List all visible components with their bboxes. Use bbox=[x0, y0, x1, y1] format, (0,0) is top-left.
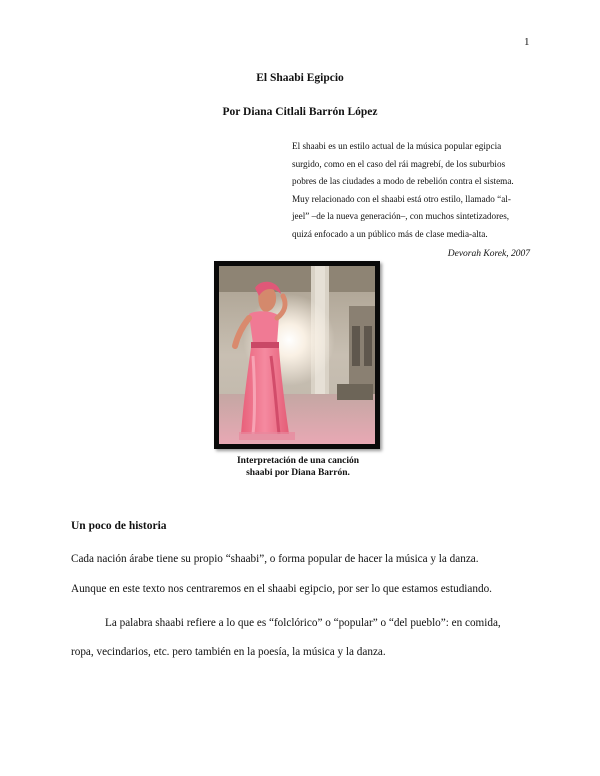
epigraph-line: jeel” –de la nueva generación–, con muchos sintetizadores, bbox=[292, 211, 510, 221]
epigraph-line: pobres de las ciudades a modo de rebelión contra el sistema. bbox=[292, 176, 514, 186]
body-paragraph: Aunque en este texto nos centraremos en el shaabi egipcio, por ser lo que estamos estudiando. bbox=[71, 583, 492, 595]
epigraph-line: quizá enfocado a un público más de clase media-alta. bbox=[292, 228, 488, 239]
epigraph-line: El shaabi es un estilo actual de la música popular egipcia bbox=[292, 141, 502, 151]
page-number: 1 bbox=[524, 36, 530, 48]
epigraph-line: Muy relacionado con el shaabi está otro estilo, llamado “al- bbox=[292, 193, 511, 204]
body-paragraph: La palabra shaabi refiere a lo que es “folclórico” o “popular” o “del pueblo”: en comida, bbox=[105, 617, 501, 629]
figure-caption bbox=[200, 455, 396, 479]
body-paragraph: Cada nación árabe tiene su propio “shaabi”, o forma popular de hacer la música y la danza. bbox=[71, 553, 479, 565]
epigraph-line: surgido, como en el caso del rái magrebí, de los suburbios bbox=[292, 158, 506, 169]
caption-line: Interpretación de una canción bbox=[236, 456, 359, 466]
epigraph-attribution: Devorah Korek, 2007 bbox=[447, 249, 530, 259]
body-paragraph: ropa, vecindarios, etc. pero también en la poesía, la música y la danza. bbox=[71, 646, 386, 658]
caption-line: shaabi por Diana Barrón. bbox=[246, 468, 350, 478]
epigraph-quote bbox=[292, 138, 530, 243]
dancer-photo-image bbox=[219, 266, 375, 444]
dancer-photo bbox=[214, 261, 380, 449]
author-byline: Por Diana Citlali Barrón López bbox=[222, 106, 378, 118]
document-title: El Shaabi Egipcio bbox=[256, 72, 344, 84]
section-heading: Un poco de historia bbox=[71, 520, 167, 532]
